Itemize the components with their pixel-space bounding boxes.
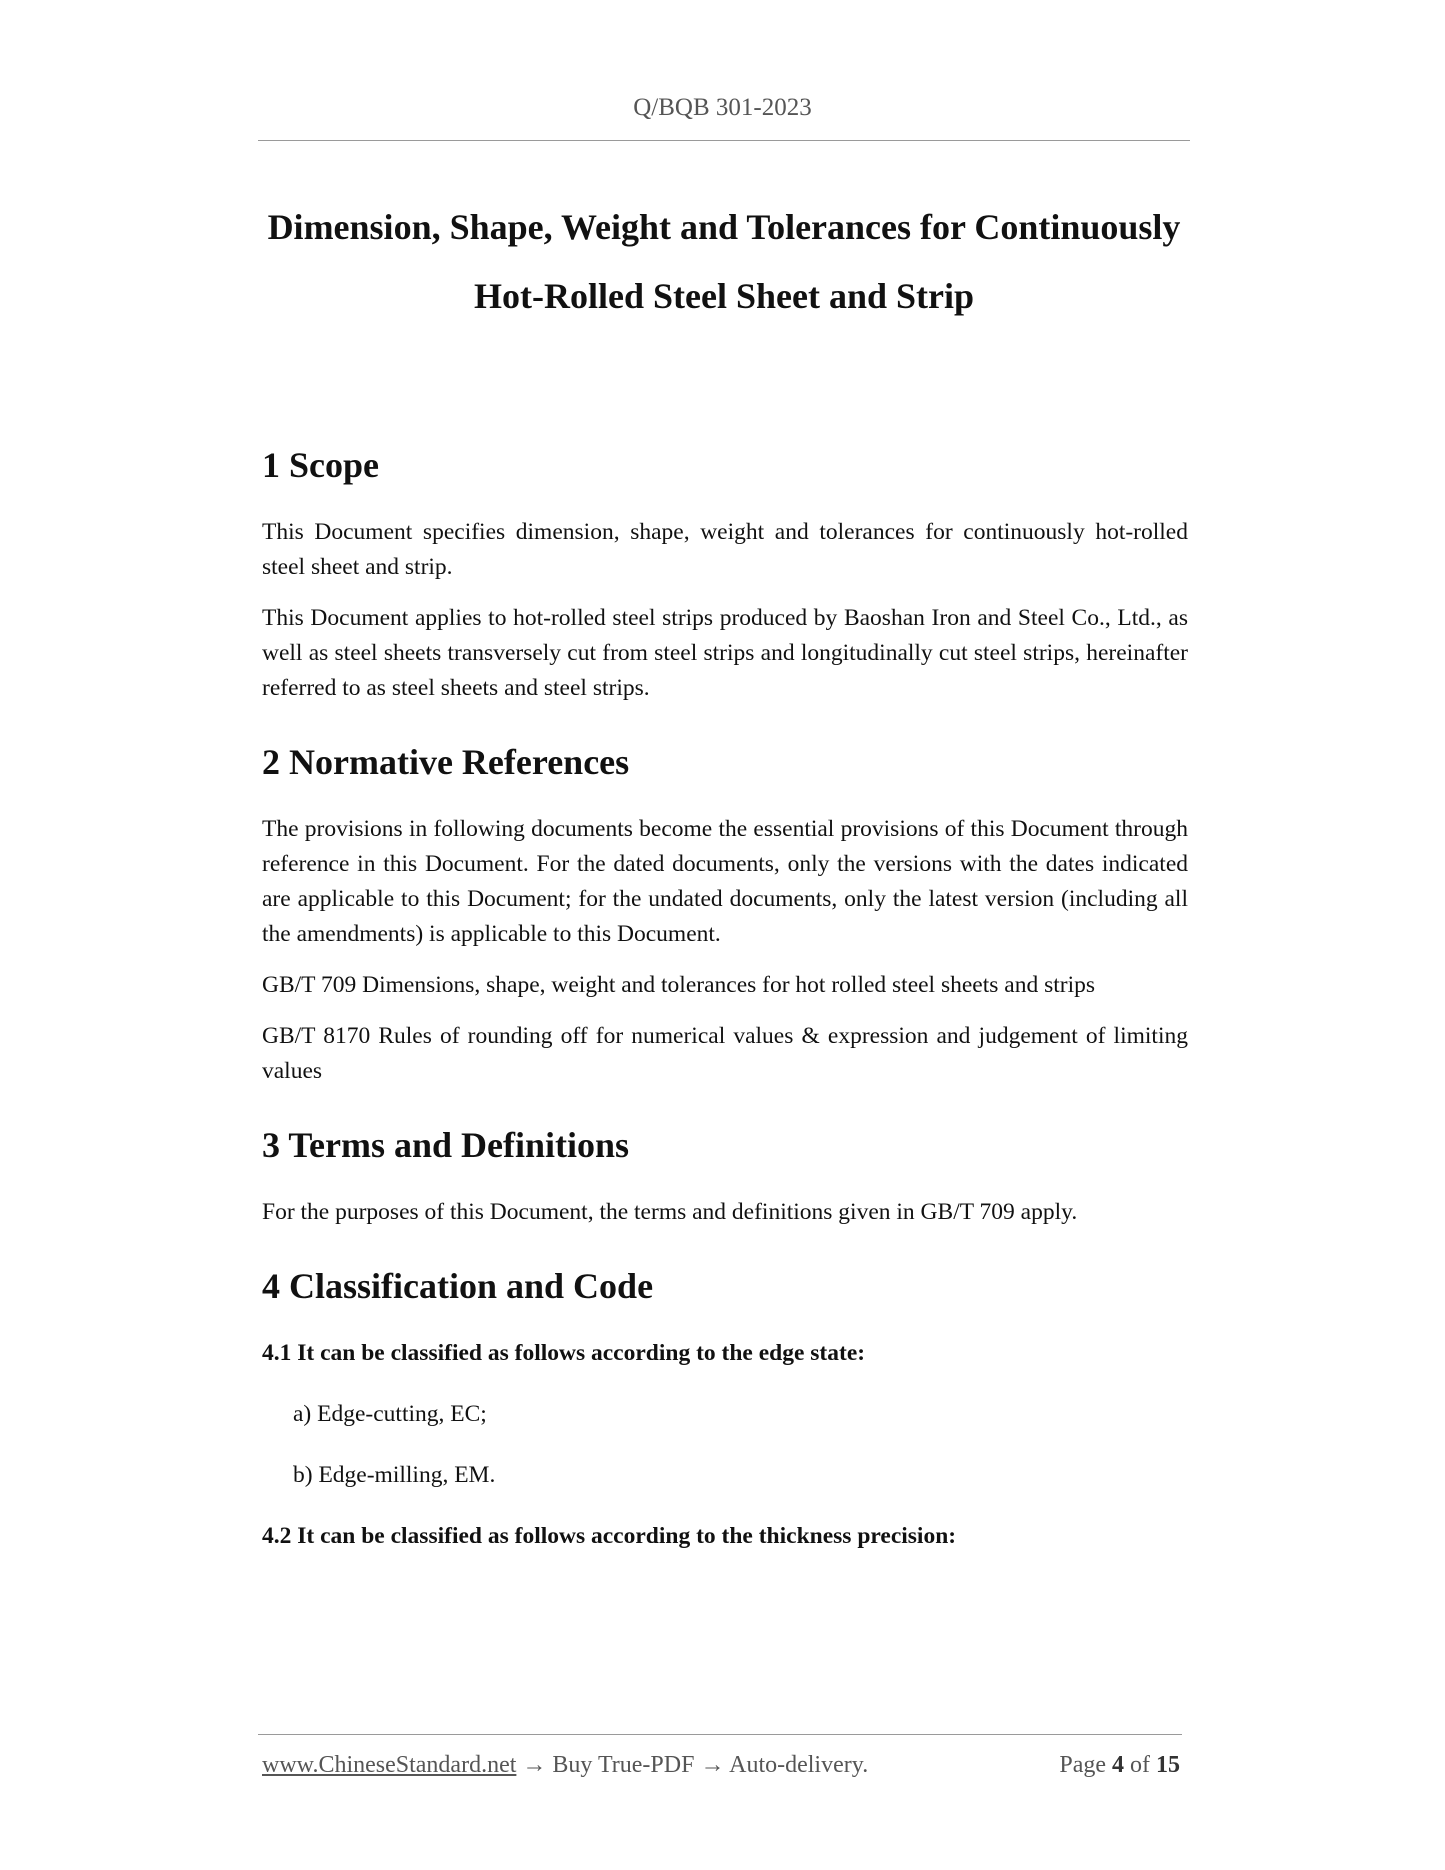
- footer-promo: [262, 1752, 868, 1779]
- current-page-number: 4: [1112, 1752, 1124, 1778]
- subsection-4-2: 4.2 It can be classified as follows according to the thickness precision:: [262, 1523, 957, 1549]
- list-item-edge-milling: b) Edge-milling, EM.: [293, 1462, 496, 1488]
- section-heading-normative-references: 2 Normative References: [262, 742, 630, 782]
- document-title-line-1: Dimension, Shape, Weight and Tolerances for Continuously: [267, 207, 1181, 247]
- footer-divider: [258, 1734, 1182, 1735]
- header-doc-code: Q/BQB 301-2023: [633, 94, 812, 121]
- page-label: Page: [1059, 1752, 1106, 1778]
- document-title-line-2: Hot-Rolled Steel Sheet and Strip: [474, 276, 974, 316]
- page-indicator: [1059, 1752, 1180, 1779]
- scope-paragraph-1: This Document specifies dimension, shape, weight and tolerances for continuously hot-rolled steel sheet and strip.: [262, 519, 1188, 580]
- subsection-4-1: 4.1 It can be classified as follows according to the edge state:: [262, 1340, 866, 1366]
- reference-item-gbt-709: GB/T 709 Dimensions, shape, weight and tolerances for hot rolled steel sheets and strips: [262, 972, 1095, 998]
- normative-paragraph: The provisions in following documents become the essential provisions of this Document through reference in this Document. For the dated documents, only the versions with the dates indicated are applicable to this Document; for the undated documents, only the latest version (including all the amendments) is applicable to this Document.: [262, 816, 1188, 947]
- footer-site-link[interactable]: www.ChineseStandard.net: [262, 1752, 517, 1778]
- document-title: [258, 193, 1190, 331]
- page-footer: [262, 1752, 1180, 1779]
- scope-paragraph-2: This Document applies to hot-rolled steel strips produced by Baoshan Iron and Steel Co., Ltd., as well as steel sheets transversely cut from steel strips and longitudinally cut steel strips, hereinafter referred to as steel sheets and steel strips.: [262, 605, 1188, 701]
- header-divider: [258, 140, 1190, 141]
- document-body: [262, 435, 1188, 1554]
- reference-item-gbt-8170: GB/T 8170 Rules of rounding off for numerical values & expression and judgement of limiting values: [262, 1023, 1188, 1084]
- of-label: of: [1130, 1752, 1150, 1778]
- section-heading-terms: 3 Terms and Definitions: [262, 1125, 630, 1165]
- section-heading-scope: 1 Scope: [262, 445, 379, 485]
- terms-paragraph: For the purposes of this Document, the terms and definitions given in GB/T 709 apply.: [262, 1199, 1078, 1225]
- list-item-edge-cutting: a) Edge-cutting, EC;: [293, 1401, 487, 1427]
- total-pages-number: 15: [1156, 1752, 1180, 1778]
- footer-promo-text: → Buy True-PDF → Auto-delivery.: [516, 1752, 869, 1778]
- section-heading-classification: 4 Classification and Code: [262, 1266, 654, 1306]
